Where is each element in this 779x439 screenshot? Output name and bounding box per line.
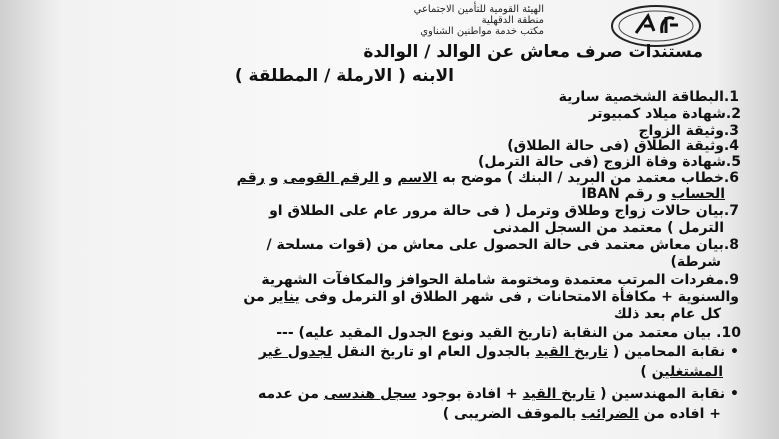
list-item-2: 2.شهادة ميلاد كمبيوتر (588, 106, 741, 122)
bullet-item-engineers-cont: + افاده من الضرائب بالموقف الضريبى ) (442, 406, 721, 422)
list-item-8-cont: شرطة) (670, 254, 721, 270)
bullet-item-engineers: • نقابة المهندسين ( تاريخ القيد + افادة بوجود سجل هندسى من عدمه (258, 386, 739, 402)
document-subtitle: الابنه ( الارملة / المطلقة ) (234, 66, 454, 86)
list-item-6-cont: الحساب و رقم IBAN (581, 186, 725, 202)
list-item-9-cont2: كل عام بعد ذلك (613, 306, 721, 322)
document-title: مستندات صرف معاش عن الوالد / الوالدة (363, 42, 703, 62)
list-item-1: 1.البطاقة الشخصية سارية (558, 89, 739, 105)
org-office: مكتب خدمة مواطنين الشناوي (420, 26, 544, 37)
list-item-4: 4.وثيقة الطلاق (فى حالة الطلاق) (507, 138, 739, 154)
org-name: الهيئة القومية للتأمين الاجتماعي (413, 4, 544, 15)
list-item-3: 3.وثيقة الزواج (638, 123, 739, 139)
list-item-10: 10. بيان معتمد من النقابة (تاريخ القيد ونوع الجدول المقيد عليه) --- (276, 325, 741, 341)
bullet-item-lawyers: • نقابة المحامين ( تاريخ القيد بالجدول العام او تاريخ النقل لجدول غير (258, 344, 739, 360)
org-region: منطقة الدقهلية (481, 15, 544, 26)
list-item-7-cont: الترمل ) معتمد من السجل المدنى (492, 220, 724, 236)
list-item-8: 8.بيان معاش معتمد فى حالة الحصول على معاش من (قوات مسلحة / (266, 237, 739, 253)
list-item-7: 7.بيان حالات زواج وطلاق وترمل ( فى حالة مرور عام على الطلاق او (269, 203, 739, 219)
bullet-item-lawyers-cont: المشتغلين ) (640, 364, 723, 380)
list-item-9: 9.مفردات المرتب معتمدة ومختومة شاملة الحوافز والمكافآت الشهرية (261, 272, 739, 288)
org-header (384, 4, 544, 37)
list-item-6: 6.خطاب معتمد من البريد / البنك ) موضح به الاسم و الرقم القومى و رقم (236, 170, 739, 186)
list-item-5: 5.شهادة وفاة الزوج (فى حالة الترمل) (478, 154, 741, 170)
list-item-9-cont: والسنوية + مكافأة الامتحانات , فى شهر الطلاق او الترمل وفى يناير من (243, 289, 739, 305)
bullet-icon: • (730, 386, 739, 402)
bullet-icon: • (730, 344, 739, 360)
